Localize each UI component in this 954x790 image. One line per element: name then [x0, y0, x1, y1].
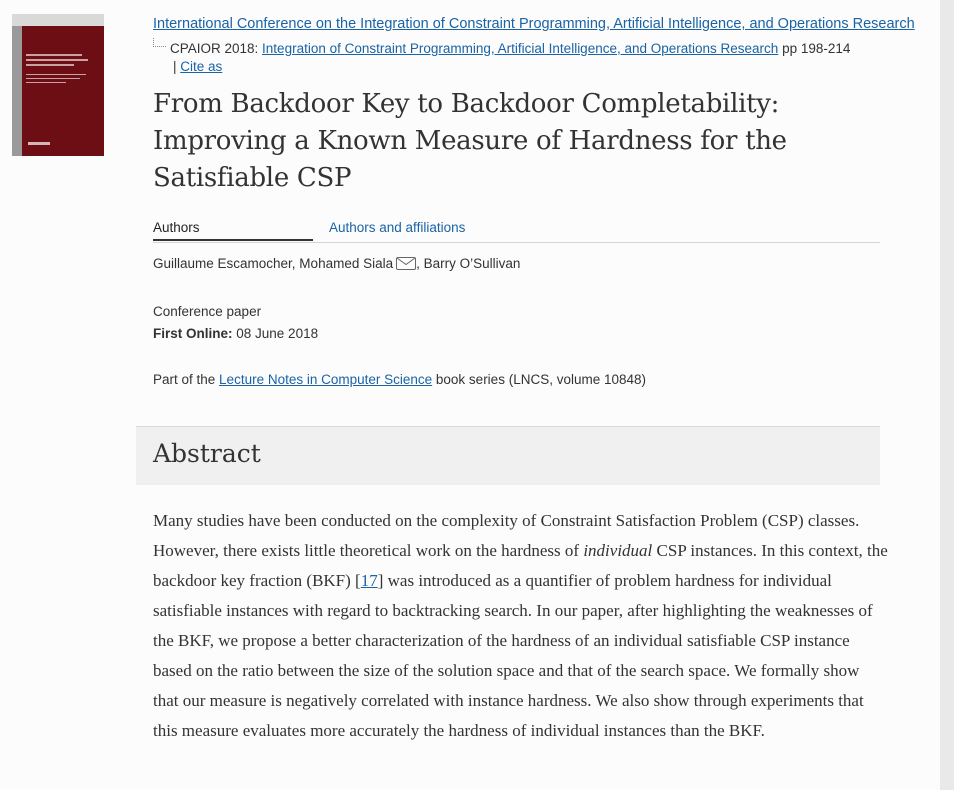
cover-header-band	[12, 14, 104, 26]
series-prefix: Part of the	[153, 372, 220, 387]
cover-text-line	[26, 82, 66, 83]
first-online-date: 08 June 2018	[236, 326, 319, 341]
first-online	[153, 326, 318, 341]
first-online-label: First Online:	[153, 326, 237, 341]
proceedings-link[interactable]: Integration of Constraint Programming, Artificial Intelligence, and Operations Research	[262, 41, 779, 56]
book-series	[153, 372, 646, 387]
conference-link[interactable]: International Conference on the Integration of Constraint Programming, Artificial Intelligence, and Operations Research	[153, 16, 915, 32]
cite-row	[173, 59, 222, 74]
mail-icon[interactable]	[396, 257, 416, 270]
cover-text-line	[26, 74, 86, 75]
page-title: From Backdoor Key to Backdoor Completability: Improving a Known Measure of Hardness for the Satisfiable CSP	[153, 89, 787, 193]
book-cover-image[interactable]	[12, 14, 104, 156]
proceedings-prefix: CPAIOR 2018:	[170, 41, 263, 56]
page-range: pp 198-214	[778, 41, 851, 56]
abstract-text	[153, 506, 888, 746]
abstract-header	[136, 426, 880, 485]
series-suffix: book series (LNCS, volume 10848)	[432, 372, 647, 387]
cover-text-line	[26, 54, 82, 56]
scrollbar[interactable]	[940, 0, 954, 790]
cite-as-link[interactable]: Cite as	[180, 59, 223, 74]
author-names-rest: , Barry O’Sullivan	[416, 256, 521, 271]
proceedings-breadcrumb	[153, 38, 850, 56]
cover-side-band	[12, 26, 22, 156]
tab-authors[interactable]: Authors	[153, 220, 200, 235]
series-link[interactable]: Lecture Notes in Computer Science	[219, 372, 433, 387]
abstract-italic: individual	[583, 541, 653, 560]
cover-text-line	[26, 64, 74, 66]
author-list	[153, 256, 520, 271]
abstract-text-1: Many studies have been conducted on the complexity of Constraint Satisfaction Problem (CSP) classes. However, there exists little theoretical work on the hardness of	[153, 511, 860, 560]
cite-separator: |	[173, 59, 181, 74]
cover-text-line	[26, 78, 80, 79]
author-names: Guillaume Escamocher, Mohamed Siala	[153, 256, 394, 271]
active-tab-indicator	[153, 239, 313, 241]
abstract-heading: Abstract	[153, 439, 261, 468]
tab-authors-and-affiliations[interactable]: Authors and affiliations	[329, 220, 466, 235]
paper-type: Conference paper	[153, 304, 262, 319]
author-tabs	[153, 218, 880, 243]
abstract-text-2: CSP instances. In this context, the backdoor key fraction (BKF) [	[153, 541, 888, 590]
abstract-text-3: ] was introduced as a quantifier of problem hardness for individual satisfiable instances with regard to backtracking search. In our paper, after highlighting the weaknesses of the BKF, we propose a better characterization of the hardness of an individual satisfiable CSP instance based on the ratio between the size of the solution space and that of the search space. We formally show that our measure is negatively correlated with instance hardness. We also show through experiments that this measure evaluates more accurately the hardness of individual instances than the BKF.	[153, 571, 873, 740]
reference-link[interactable]: 17	[360, 571, 378, 590]
tree-branch-icon	[153, 38, 166, 47]
cover-text-line	[26, 59, 88, 61]
publisher-logo	[28, 142, 50, 145]
